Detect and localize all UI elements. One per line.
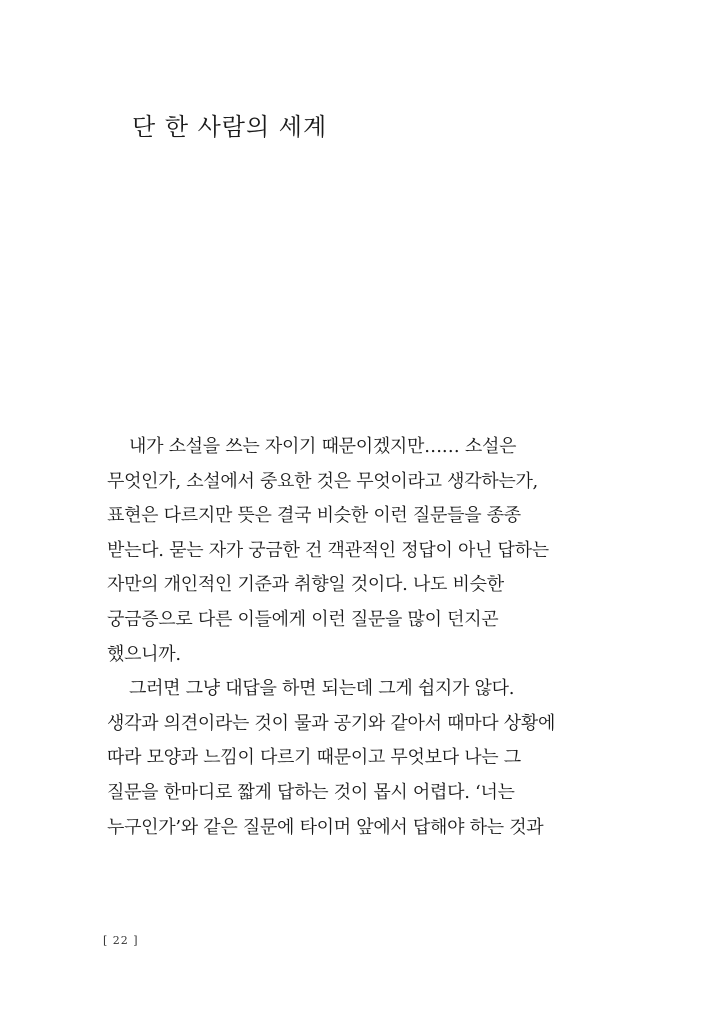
page-number: [ 22 ] [103, 934, 139, 947]
text-line: 따라 모양과 느낌이 다르기 때문이고 무엇보다 나는 그 [107, 747, 521, 769]
text-line: 그러면 그냥 대답을 하면 되는데 그게 쉽지가 않다. [129, 678, 515, 700]
text-line: 누구인가’와 같은 질문에 타이머 앞에서 답해야 하는 것과 [107, 816, 544, 838]
text-line: 했으니까. [107, 643, 181, 665]
text-line: 무엇인가, 소설에서 중요한 것은 무엇이라고 생각하는가, [107, 470, 538, 492]
text-line: 내가 소설을 쓰는 자이기 때문이겠지만…… 소설은 [129, 436, 517, 457]
text-line: 받는다. 묻는 자가 궁금한 건 객관적인 정답이 아닌 답하는 [107, 539, 549, 561]
text-line: 질문을 한마디로 짧게 답하는 것이 몹시 어렵다. ‘너는 [107, 781, 515, 803]
text-line: 표현은 다르지만 뜻은 결국 비슷한 이런 질문들을 종종 [107, 505, 521, 527]
text-line: 궁금증으로 다른 이들에게 이런 질문을 많이 던지곤 [107, 608, 499, 630]
body-text [107, 430, 587, 845]
text-line: 자만의 개인적인 기준과 취향일 것이다. 나도 비슷한 [107, 574, 504, 596]
chapter-title: 단 한 사람의 세계 [132, 113, 328, 141]
text-line: 생각과 의견이라는 것이 물과 공기와 같아서 때마다 상황에 [107, 712, 556, 734]
